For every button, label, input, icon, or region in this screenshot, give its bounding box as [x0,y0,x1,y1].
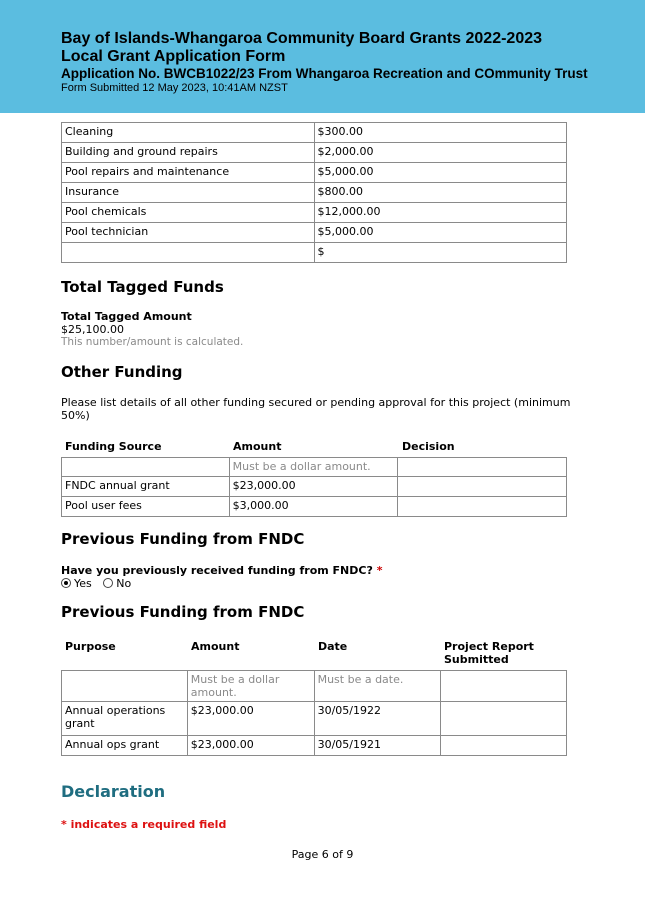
radio-no[interactable] [103,577,131,590]
calculated-note: This number/amount is calculated. [61,336,244,348]
purpose-input[interactable] [62,671,188,702]
total-tagged-value: $25,100.00 [61,323,124,336]
cost-item: Cleaning [62,123,315,143]
declaration-heading: Declaration [61,782,166,801]
cost-item [62,243,315,263]
funding-decision [398,477,567,497]
funding-decision [398,497,567,517]
previous-funding-table-heading: Previous Funding from FNDC [61,603,305,621]
cost-table [61,122,567,263]
table-row [62,477,567,497]
report-submitted [441,702,567,736]
amount-input[interactable]: Must be a dollar amount. [229,458,398,477]
radio-unselected-icon [103,578,113,588]
col-amount: Amount [191,640,240,653]
cost-amount: $300.00 [314,123,567,143]
page-number: Page 6 of 9 [291,848,354,861]
decision-input[interactable] [398,458,567,477]
amount: $23,000.00 [187,702,314,736]
col-decision: Decision [402,440,455,453]
cost-item: Pool repairs and maintenance [62,163,315,183]
radio-no-label: No [116,577,132,590]
table-row [62,163,567,183]
total-tagged-label: Total Tagged Amount [61,310,192,323]
radio-yes-label: Yes [74,577,92,590]
cost-amount: $5,000.00 [314,163,567,183]
date-input[interactable]: Must be a date. [314,671,441,702]
board-title: Bay of Islands-Whangaroa Community Board Grants 2022-2023 [61,30,543,47]
report-input[interactable] [441,671,567,702]
col-amount: Amount [233,440,282,453]
cost-item: Insurance [62,183,315,203]
table-row [62,143,567,163]
col-report-submitted: Project Report Submitted [444,640,534,666]
table-row [62,458,567,477]
table-row [62,243,567,263]
cost-amount: $ [314,243,567,263]
other-funding-heading: Other Funding [61,363,183,381]
radio-selected-icon [61,578,71,588]
table-row [62,203,567,223]
form-title: Local Grant Application Form [61,48,286,65]
purpose: Annual operations grant [62,702,188,736]
report-submitted [441,736,567,756]
submitted-timestamp: Form Submitted 12 May 2023, 10:41AM NZST [61,82,288,94]
radio-group [61,577,131,590]
previous-funding-table [61,670,567,756]
date: 30/05/1922 [314,702,441,736]
table-row [62,497,567,517]
cost-amount: $800.00 [314,183,567,203]
cost-item: Pool technician [62,223,315,243]
table-row [62,736,567,756]
table-row [62,123,567,143]
cost-amount: $12,000.00 [314,203,567,223]
total-tagged-heading: Total Tagged Funds [61,278,224,296]
funding-amount: $23,000.00 [229,477,398,497]
required-field-note: * indicates a required field [61,818,227,831]
cost-amount: $2,000.00 [314,143,567,163]
other-funding-table [61,457,567,517]
table-row [62,702,567,736]
table-row [62,183,567,203]
question-text: Have you previously received funding from FNDC? [61,564,373,577]
funding-amount: $3,000.00 [229,497,398,517]
table-row [62,223,567,243]
amount-input[interactable]: Must be a dollar amount. [187,671,314,702]
col-date: Date [318,640,348,653]
previous-funding-question [61,564,382,577]
purpose: Annual ops grant [62,736,188,756]
col-funding-source: Funding Source [65,440,162,453]
date: 30/05/1921 [314,736,441,756]
cost-item: Pool chemicals [62,203,315,223]
application-number: Application No. BWCB1022/23 From Whangaroa Recreation and COmmunity Trust [61,66,588,81]
radio-yes[interactable] [61,577,92,590]
form-header [0,0,645,113]
cost-item: Building and ground repairs [62,143,315,163]
other-funding-instructions: Please list details of all other funding secured or pending approval for this project (minimum 50%) [61,396,571,422]
funding-source: Pool user fees [62,497,230,517]
required-asterisk: * [376,564,383,577]
amount: $23,000.00 [187,736,314,756]
funding-source-input[interactable] [62,458,230,477]
cost-amount: $5,000.00 [314,223,567,243]
col-purpose: Purpose [65,640,116,653]
table-row [62,671,567,702]
previous-funding-heading: Previous Funding from FNDC [61,530,305,548]
funding-source: FNDC annual grant [62,477,230,497]
